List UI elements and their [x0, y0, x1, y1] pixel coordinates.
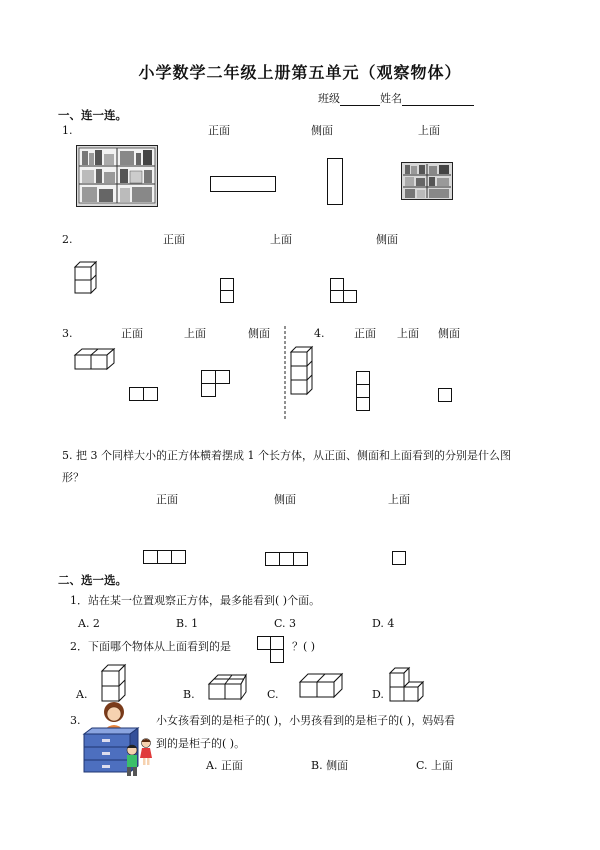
- q1-front-view-rect: [210, 176, 276, 192]
- q3-view-side: 侧面: [248, 327, 270, 340]
- q4-cube-tower: [290, 346, 314, 396]
- s2-q2-option-d[interactable]: D.: [372, 688, 384, 701]
- s2-q1-option-b[interactable]: B. 1: [176, 617, 199, 630]
- q5-view-front: 正面: [156, 493, 178, 506]
- cabinet-scene-illustration: [82, 700, 154, 784]
- class-label: 班级: [318, 92, 340, 105]
- section1-heading: 一、连一连。: [58, 108, 127, 122]
- q3-number: 3.: [62, 327, 73, 340]
- class-name-line: [318, 92, 474, 106]
- s2-q2-figure-a: [101, 664, 127, 704]
- q5-view-side: 侧面: [274, 493, 296, 506]
- q3-view-front: 正面: [121, 327, 143, 340]
- q4-view-side: 侧面: [438, 327, 460, 340]
- s2-q2-option-a[interactable]: A.: [76, 688, 88, 701]
- q2-cube-stack: [74, 261, 98, 295]
- s2-q3-option-b[interactable]: B. 侧面: [311, 759, 349, 772]
- s2-q1-text: 1．站在某一位置观察正方体，最多能看到( )个面。: [70, 594, 321, 607]
- q1-view-side: 侧面: [311, 124, 333, 137]
- q2-view-side: 侧面: [376, 233, 398, 246]
- q5-text-line1: 5. 把 3 个同样大小的正方体横着摆成 1 个长方体，从正面、侧面和上面看到的分别是什么图: [62, 449, 511, 462]
- name-label: 姓名: [380, 92, 402, 105]
- q1-side-view-rect: [327, 158, 343, 205]
- bookshelf-small-image: [401, 162, 453, 200]
- s2-q2-text-after: ？( ): [292, 640, 316, 653]
- bookshelf-large-image: [76, 145, 158, 207]
- q1-view-top: 上面: [418, 124, 440, 137]
- class-field[interactable]: [340, 93, 380, 106]
- q1-number: 1.: [62, 124, 73, 137]
- s2-q2-option-c[interactable]: C.: [267, 688, 279, 701]
- q2-view-top: 上面: [270, 233, 292, 246]
- s2-q3-text-line2: 到的是柜子的( )。: [156, 737, 246, 750]
- q2-view-front: 正面: [163, 233, 185, 246]
- s2-q2-figure-c: [299, 672, 343, 700]
- q4-view-front: 正面: [354, 327, 376, 340]
- s2-q1-option-c[interactable]: C. 3: [274, 617, 297, 630]
- q3-cube-group: [74, 347, 116, 371]
- s2-q2-figure-b: [208, 673, 248, 701]
- s2-q3-option-c[interactable]: C. 上面: [416, 759, 454, 772]
- q4-number: 4.: [314, 327, 325, 340]
- s2-q1-option-a[interactable]: A. 2: [78, 617, 100, 630]
- s2-q2-figure-d: [389, 665, 425, 705]
- s2-q2-option-b[interactable]: B.: [183, 688, 195, 701]
- q5-view-top: 上面: [388, 493, 410, 506]
- q3-view-top: 上面: [184, 327, 206, 340]
- q5-text-line2: 形？: [62, 471, 84, 484]
- q2-number: 2.: [62, 233, 73, 246]
- dashed-divider: [284, 326, 288, 420]
- s2-q3-text-line1: 小女孩看到的是柜子的( )，小男孩看到的是柜子的( )，妈妈看: [156, 714, 456, 727]
- page-title: 小学数学二年级上册第五单元（观察物体）: [138, 63, 462, 82]
- section2-heading: 二、选一选。: [58, 573, 127, 587]
- q1-view-front: 正面: [208, 124, 230, 137]
- q4-view-single-square: [438, 388, 452, 402]
- s2-q3-option-a[interactable]: A. 正面: [206, 759, 243, 772]
- q4-view-top: 上面: [397, 327, 419, 340]
- s2-q3-number: 3.: [70, 714, 81, 727]
- s2-q1-option-d[interactable]: D. 4: [372, 617, 395, 630]
- name-field[interactable]: [402, 93, 474, 106]
- q5-single-square: [392, 551, 406, 565]
- s2-q2-text: 2．下面哪个物体从上面看到的是: [70, 640, 231, 653]
